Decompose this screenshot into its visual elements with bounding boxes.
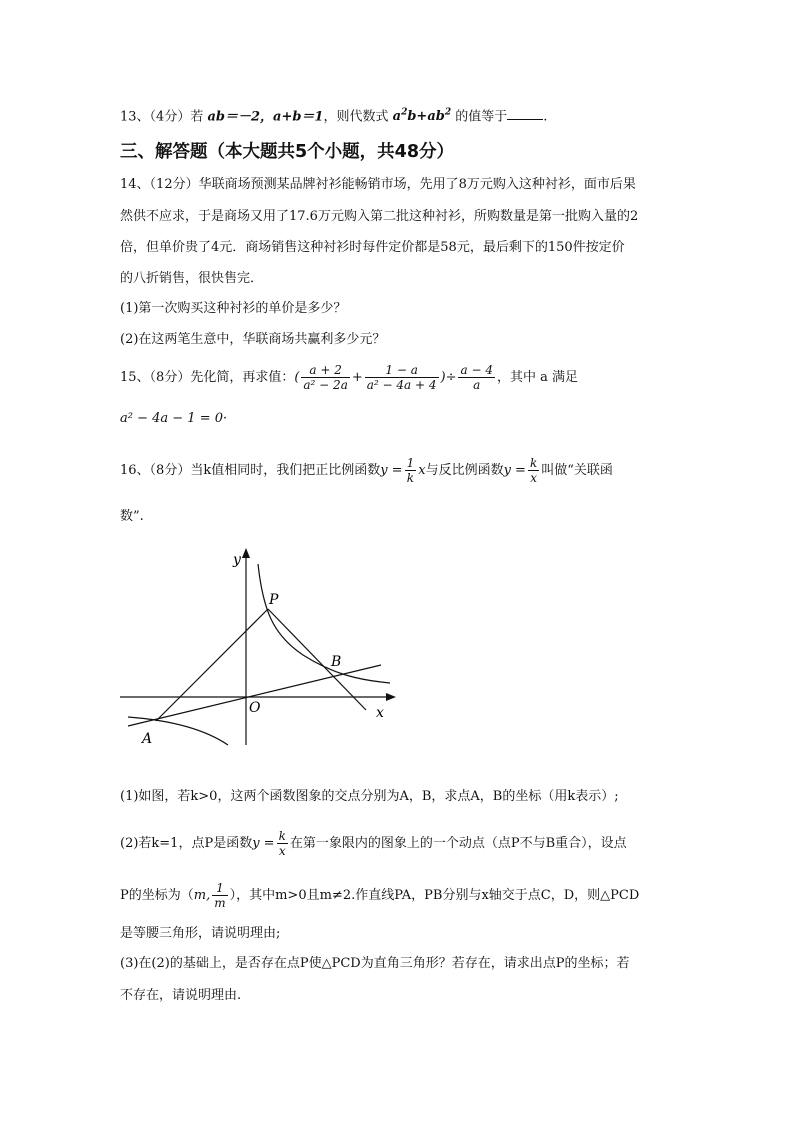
line-y-kx [128,665,381,726]
q15-fraction-2: $\frac{1 - a}{\text{a² − 4a + 4}}$ [366,363,437,392]
q13-expression: $a^2b+ab^2$ [392,108,452,125]
q14-part-1: (1)第一次购买这种衬衫的单价是多少？ [120,301,347,316]
function-graph [118,540,403,750]
section-heading: 三、解答题（本大题共5个小题，共48分） [120,142,455,162]
q15-condition-line: a² − 4a − 1 = 0· [120,411,228,426]
line-PB [268,609,366,710]
q16-mid: 与反比例函数 [425,463,504,478]
x-axis-arrow [386,693,396,701]
q16-part-2-line-2: P的坐标为（m, $\frac{1}{m}$ ），其中m>0且m≠2.作直线PA，PB分别与x轴交于点C，D，则△PCD [120,881,640,910]
q13-tail: 的值等于 [455,109,508,125]
q15-condition: a² − 4a − 1 = 0 [120,411,223,426]
q15-line: 15、（8分）先化简，再求值：( $\frac{a + 2}{\text{a² − 2a}}$ + $\frac{1 - a}{\text{a² − 4a + 4}}$ )÷ $\frac{a - 4}{a}$ ，其中 a 满足 [120,363,578,392]
q13-mid: ，则代数式 [323,109,389,125]
label-P: P [269,592,279,608]
q13-number: 13、（4分）若 [120,109,204,125]
label-O: O [249,700,261,716]
q15-tail: ，其中 a 满足 [496,370,578,385]
label-B: B [331,654,342,670]
q14-line-4: 的八折销售，很快售完． [120,271,264,286]
q13-line [120,104,547,126]
q15-fraction-3: $\frac{a - 4}{a}$ [460,363,493,392]
q15-head: 15、（8分）先化简，再求值： [120,370,295,385]
hyperbola-first-quadrant [258,564,390,683]
q16-head: 16、（8分）当k值相同时，我们把正比例函数 [120,463,381,478]
q16-fraction-2: $\frac{k}{x}$ [529,456,538,485]
q14-part-2: (2)在这两笔生意中，华联商场共赢利多少元？ [120,332,386,347]
q16-part-2-line-1: (2)若k=1，点P是函数y = $\frac{k}{x}$ 在第一象限内的图象上的一个动点（点P不与B重合），设点 [120,829,627,858]
q13-condition: ab＝－2，a+b＝1 [207,109,324,125]
q16-part-1: (1)如图，若k>0，这两个函数图象的交点分别为A，B，求点A，B的坐标（用k表示）; [120,789,619,804]
label-y: y [233,552,241,568]
label-A: A [142,731,153,747]
q16-part2-fraction: $\frac{k}{x}$ [278,829,286,858]
q14-line-1: 14、（12分）华联商场预测某品牌衬衫能畅销市场，先用了8万元购入这种衬衫，面市后果 [120,177,636,192]
q16-part-2-line-3: 是等腰三角形，请说明理由; [120,926,281,941]
q13-end: . [543,109,548,125]
y-axis-arrow [242,548,250,558]
q14-line-3: 倍，但单价贵了4元．商场销售这种衬衫时每件定价都是58元，最后剩下的150件按定价 [120,240,625,255]
q16-line-1: 16、（8分）当k值相同时，我们把正比例函数y = $\frac{1}{k}$ x与反比例函数y = $\frac{k}{x}$ 叫做“关联函 [120,456,613,485]
q13-answer-blank [507,107,543,120]
label-x: x [376,705,384,721]
q16-coordinate-fraction: $\frac{1}{m}$ [214,881,226,910]
q16-tail: 叫做“关联函 [541,463,613,478]
q15-fraction-1: $\frac{a + 2}{\text{a² − 2a}}$ [303,363,348,392]
q16-part-3-line-2: 不存在，请说明理由. [120,988,242,1003]
q16-part-3-line-1: (3)在(2)的基础上，是否存在点P使△PCD为直角三角形？若存在，请求出点P的坐标；若 [120,956,630,971]
q14-line-2: 然供不应求，于是商场又用了17.6万元购入第二批这种衬衫，所购数量是第一批购入量的2 [120,209,639,224]
q16-fraction-1: $\frac{1}{k}$ [406,456,415,485]
q16-line-2: 数”. [120,509,144,524]
